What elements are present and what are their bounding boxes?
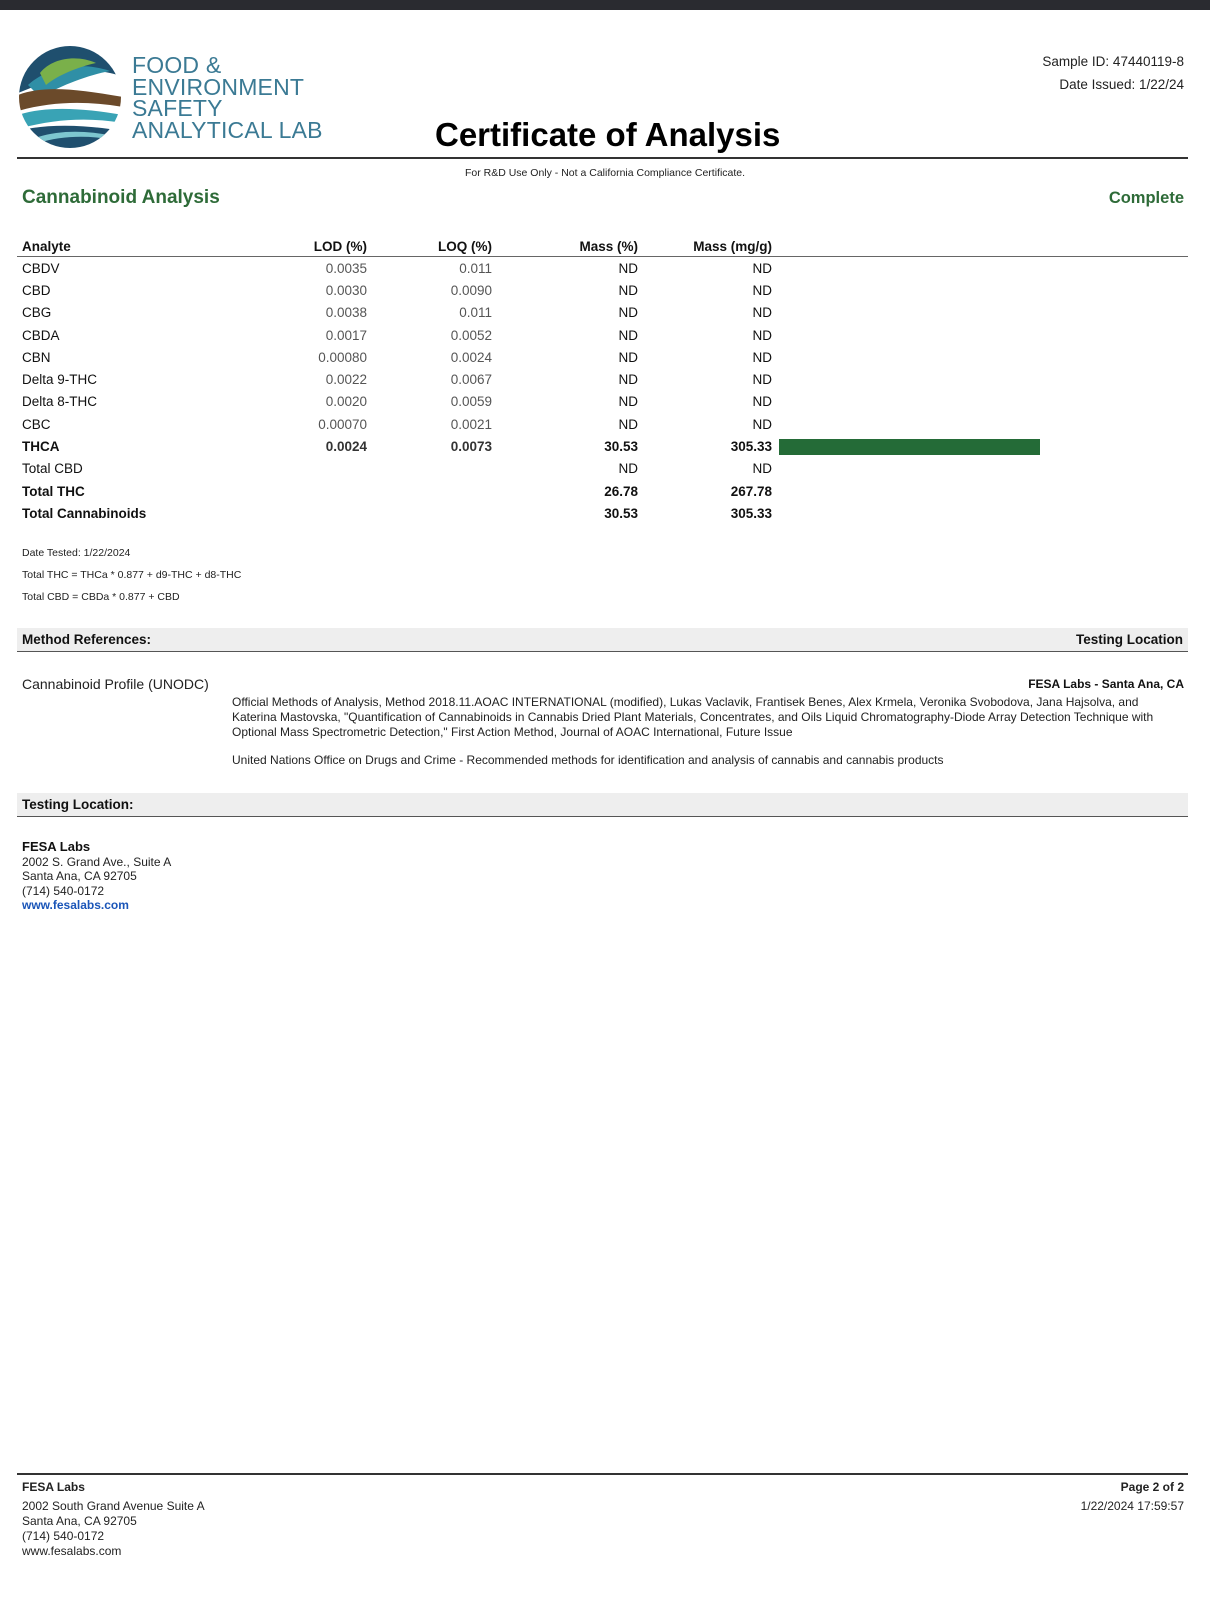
mass-mg-cell: ND (752, 461, 772, 477)
mass-pct-cell: ND (618, 372, 638, 388)
date-issued: Date Issued: 1/22/24 (1059, 77, 1184, 92)
lod-cell: 0.0035 (325, 260, 367, 276)
testing-location-section-heading: Testing Location: (22, 797, 134, 812)
print-timestamp: 1/22/2024 17:59:57 (1080, 1499, 1184, 1513)
mass-bar (779, 439, 1040, 455)
loq-cell (367, 458, 492, 480)
table-row (17, 391, 1188, 413)
table-header-row (17, 236, 1188, 257)
analyte-cell: CBC (22, 416, 51, 432)
lab-logo-text (132, 52, 323, 143)
mass-pct-cell: ND (618, 416, 638, 432)
total-cbd-formula: Total CBD = CBDa * 0.877 + CBD (22, 591, 180, 603)
method-references-heading: Method References: (22, 632, 152, 647)
footer-street: 2002 South Grand Avenue Suite A (22, 1499, 205, 1513)
loq-cell: 0.011 (459, 305, 492, 321)
results-table (17, 236, 1188, 525)
status-badge: Complete (1108, 189, 1184, 207)
lod-cell: 0.0020 (325, 394, 367, 410)
mass-pct-cell: ND (618, 282, 638, 298)
lab-phone: (714) 540-0172 (22, 883, 105, 898)
sample-info (1042, 50, 1184, 96)
bar-cell (772, 346, 1188, 368)
table-row (17, 435, 1188, 457)
bar-cell (772, 502, 1188, 524)
column-header-mass-pct: Mass (%) (492, 236, 638, 257)
footer-address (22, 1480, 205, 1559)
results-body (17, 257, 1188, 525)
bar-cell (772, 391, 1188, 413)
logo-line: ANALYTICAL LAB (132, 116, 323, 143)
bar-cell (772, 435, 1188, 457)
table-row (17, 368, 1188, 390)
mass-mg-cell: ND (752, 416, 772, 432)
logo-line: SAFETY (132, 95, 223, 121)
disclaimer-note: For R&D Use Only - Not a California Compliance Certificate. (464, 167, 746, 179)
footer-page-info (1081, 1480, 1184, 1514)
mass-mg-cell: 305.33 (730, 505, 772, 521)
bar-cell (772, 413, 1188, 435)
loq-cell (367, 480, 492, 502)
column-header-mass-mg: Mass (mg/g) (638, 236, 772, 257)
bar-cell (772, 324, 1188, 346)
mass-mg-cell: ND (752, 372, 772, 388)
document-title: Certificate of Analysis (435, 116, 781, 153)
mass-mg-cell: ND (752, 282, 772, 298)
method-reference: Official Methods of Analysis, Method 2018.11.AOAC INTERNATIONAL (modified), Lukas Vaclavik, Frantisek Benes, Alex Krmela, Veronika Svobodova, Jana Hajsolva, and Katerina Mastovska, "Quantification of Cannabinoids in Cannabis Dried Plant Materials, Concentrates, and Oils Liquid Chromatography-Diode Array Detection Technique with Optional Mass Spectrometric Detection," First Action Method, Journal of AOAC International, Future Issue (232, 695, 1154, 739)
lod-cell: 0.0017 (325, 327, 367, 343)
mass-pct-cell: 26.78 (604, 483, 638, 499)
analyte-cell: Delta 9-THC (22, 372, 98, 388)
logo-line: ENVIRONMENT (132, 73, 305, 100)
table-row (17, 346, 1188, 368)
bar-cell (772, 480, 1188, 502)
lab-address (22, 840, 171, 913)
lod-cell (167, 480, 367, 502)
lod-cell (167, 502, 367, 524)
lab-name: FESA Labs (22, 839, 91, 854)
lod-cell: 0.0024 (325, 439, 367, 455)
table-row (17, 413, 1188, 435)
lod-cell: 0.0030 (325, 282, 367, 298)
table-row (17, 279, 1188, 301)
mass-pct-cell: ND (618, 461, 638, 477)
loq-cell: 0.011 (459, 260, 492, 276)
table-row (17, 257, 1188, 280)
loq-cell: 0.0052 (450, 327, 492, 343)
footer-city: Santa Ana, CA 92705 (22, 1514, 137, 1528)
lod-cell: 0.00080 (318, 349, 367, 365)
analyte-cell: THCA (22, 439, 60, 455)
bar-cell (772, 458, 1188, 480)
loq-cell: 0.0090 (450, 282, 492, 298)
mass-mg-cell: ND (752, 349, 772, 365)
loq-cell: 0.0067 (450, 372, 492, 388)
mass-mg-cell: ND (752, 260, 772, 276)
mass-mg-cell: ND (752, 394, 772, 410)
mass-pct-cell: ND (618, 349, 638, 365)
lod-cell: 0.0038 (325, 305, 367, 321)
testing-location-header (17, 793, 1188, 817)
mass-mg-cell: 305.33 (730, 439, 772, 455)
table-row (17, 502, 1188, 524)
mass-mg-cell: ND (752, 327, 772, 343)
table-row (17, 458, 1188, 480)
lab-logo-icon (18, 45, 123, 149)
loq-cell: 0.0024 (450, 349, 492, 365)
lab-website-link[interactable]: www.fesalabs.com (22, 898, 129, 912)
column-header-lod: LOD (%) (167, 236, 367, 257)
mass-pct-cell: ND (618, 394, 638, 410)
window-top-bar (0, 0, 1210, 10)
mass-mg-cell: 267.78 (730, 483, 772, 499)
loq-cell: 0.0021 (450, 416, 492, 432)
table-row (17, 302, 1188, 324)
lod-cell: 0.0022 (325, 372, 367, 388)
lod-cell: 0.00070 (318, 416, 367, 432)
analyte-cell: CBDV (22, 260, 60, 276)
date-tested: Date Tested: 1/22/2024 (22, 547, 131, 559)
method-reference: United Nations Office on Drugs and Crime - Recommended methods for identification and analysis of cannabis and cannabis products (232, 753, 944, 767)
mass-pct-cell: ND (618, 327, 638, 343)
bar-cell (772, 302, 1188, 324)
mass-pct-cell: 30.53 (604, 505, 638, 521)
table-row (17, 480, 1188, 502)
mass-mg-cell: ND (752, 305, 772, 321)
analyte-cell: Total Cannabinoids (22, 505, 147, 521)
method-references-header (17, 628, 1188, 652)
method-name: Cannabinoid Profile (UNODC) (22, 676, 209, 692)
loq-cell: 0.0059 (450, 394, 492, 410)
total-thc-formula: Total THC = THCa * 0.877 + d9-THC + d8-THC (22, 569, 242, 581)
analyte-cell: CBD (22, 282, 51, 298)
bar-cell (772, 257, 1188, 280)
analyte-cell: CBDA (22, 327, 60, 343)
lod-cell (167, 458, 367, 480)
column-header-bar (772, 236, 1188, 257)
table-row (17, 324, 1188, 346)
section-title: Cannabinoid Analysis (22, 187, 220, 208)
mass-pct-cell: 30.53 (604, 439, 638, 455)
mass-pct-cell: ND (618, 305, 638, 321)
bar-cell (772, 368, 1188, 390)
lab-city: Santa Ana, CA 92705 (22, 869, 137, 883)
mass-pct-cell: ND (618, 260, 638, 276)
lab-street: 2002 S. Grand Ave., Suite A (22, 854, 172, 869)
column-header-analyte: Analyte (17, 236, 167, 257)
footer-phone: (714) 540-0172 (22, 1529, 105, 1543)
page-number: Page 2 of 2 (1120, 1480, 1184, 1494)
logo-line: FOOD & (132, 52, 222, 78)
analyte-cell: CBG (22, 305, 52, 321)
footer-website: www.fesalabs.com (22, 1544, 122, 1558)
column-header-loq: LOQ (%) (367, 236, 492, 257)
header-divider (17, 157, 1188, 159)
analyte-cell: CBN (22, 349, 51, 365)
loq-cell: 0.0073 (450, 439, 492, 455)
footer-lab-name: FESA Labs (22, 1480, 85, 1494)
loq-cell (367, 502, 492, 524)
analyte-cell: Total CBD (22, 461, 83, 477)
testing-location-heading: Testing Location (1076, 632, 1183, 647)
footer-divider (17, 1473, 1188, 1475)
sample-id: Sample ID: 47440119-8 (1042, 54, 1184, 69)
analyte-cell: Total THC (22, 483, 85, 499)
bar-cell (772, 279, 1188, 301)
analyte-cell: Delta 8-THC (22, 394, 98, 410)
method-location: FESA Labs - Santa Ana, CA (1028, 677, 1184, 691)
